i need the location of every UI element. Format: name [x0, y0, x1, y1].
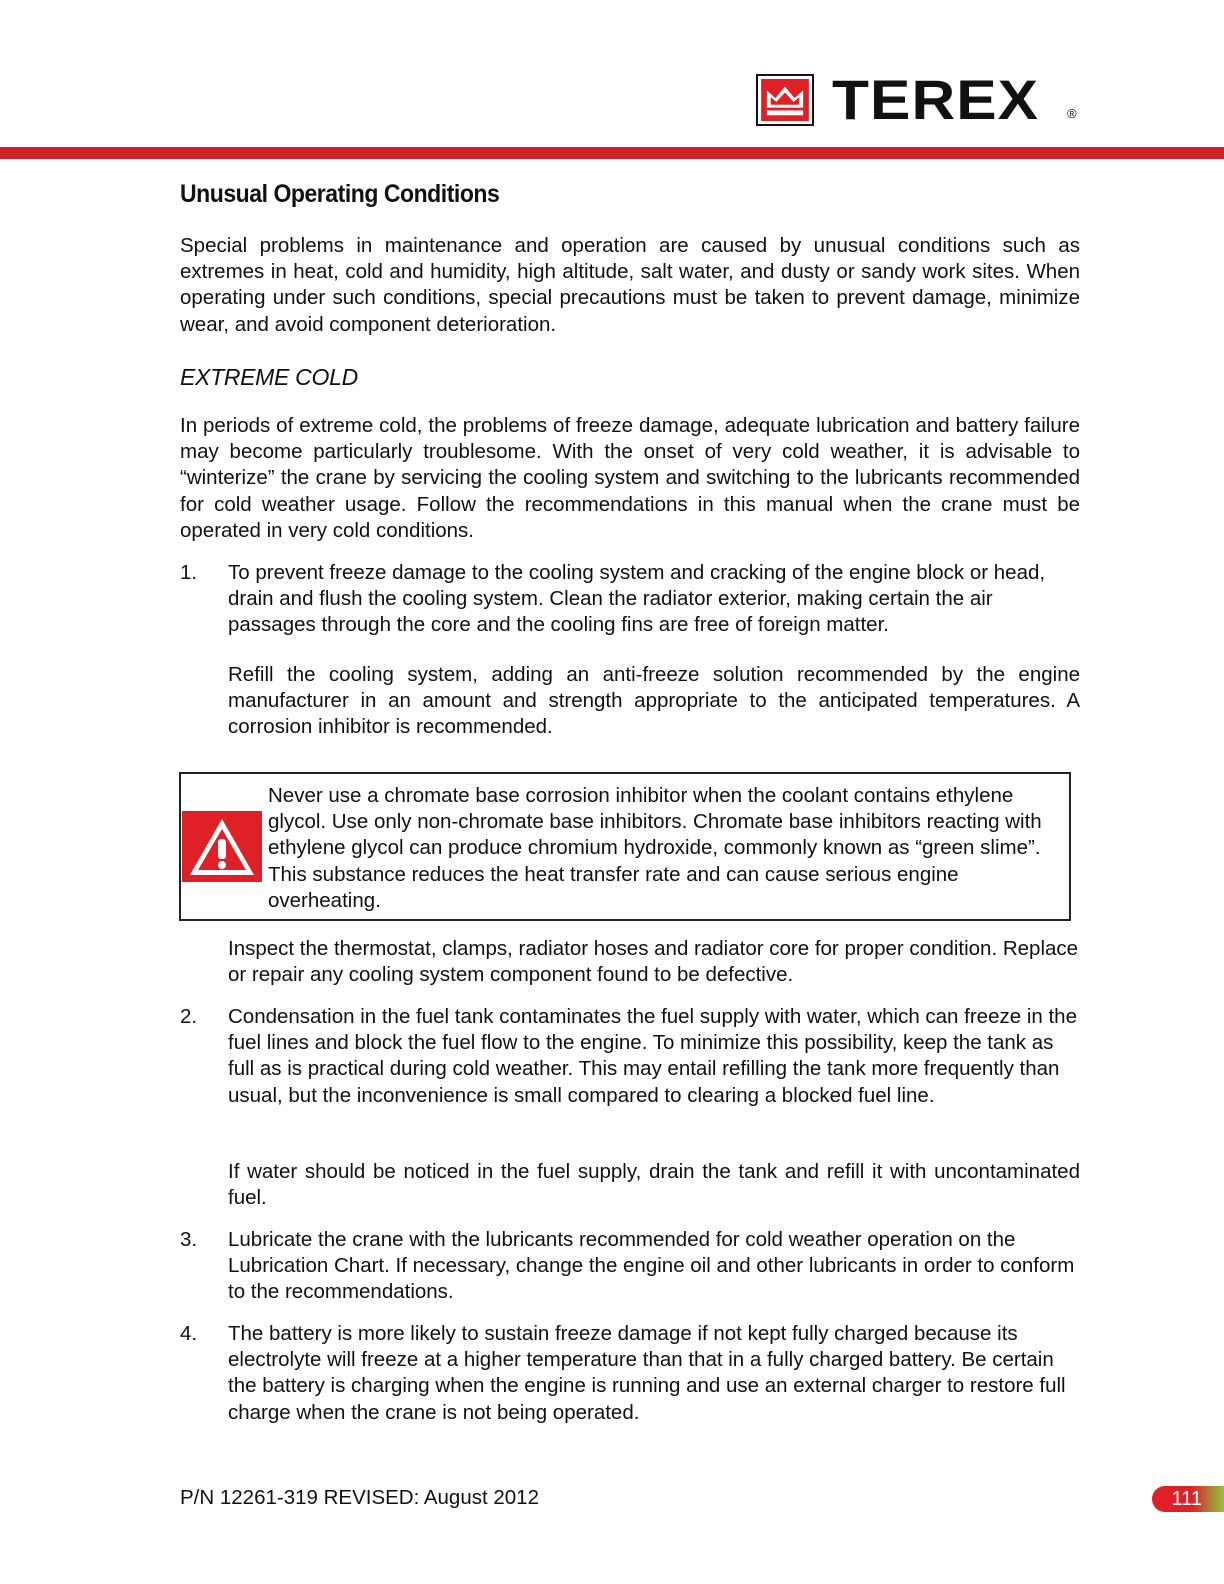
warning-text: Never use a chromate base corrosion inhibitor when the coolant contains ethylene glycol. Use only non-chromate base inhibitors. Chromate base inhibitors reacting with ethylene glycol can produce chromium hydroxide, commonly known as “green slime”. This substance reduces the heat transfer rate and can cause serious engine overheating. — [268, 784, 1042, 912]
list-item-text: Lubricate the crane with the lubricants recommended for cold weather operation on the Lubrication Chart. If necessary, change the engine oil and other lubricants in order to conform to the recommendations. — [228, 1228, 1075, 1304]
list-number: 3. — [180, 1228, 198, 1251]
terex-logo — [756, 68, 1077, 131]
warning-box — [179, 772, 1071, 921]
list-number: 1. — [180, 561, 198, 584]
registered-mark: ® — [1067, 106, 1077, 121]
list-item-paragraph: If water should be noticed in the fuel supply, drain the tank and refill it with uncontaminated fuel. — [228, 1160, 1080, 1210]
header-band — [0, 147, 1224, 159]
list-number: 4. — [180, 1322, 198, 1345]
footer-part-number: P/N 12261-319 REVISED: August 2012 — [180, 1486, 539, 1509]
section-intro-paragraph: In periods of extreme cold, the problems of freeze damage, adequate lubrication and battery failure may become particularly troublesome. With the onset of very cold weather, it is advisable to “winterize” the crane by servicing the cooling system and switching to the lubricants recommended for cold weather usage. Follow the recommendations in this manual when the crane must be operated in very cold conditions. — [180, 414, 1080, 542]
section-heading: EXTREME COLD — [180, 364, 358, 390]
list-item-text: To prevent freeze damage to the cooling system and cracking of the engine block or head, drain and flush the cooling system. Clean the radiator exterior, making certain the air passages through the core and the cooling fins are free of foreign matter. — [228, 561, 1046, 637]
page-title: Unusual Operating Conditions — [180, 180, 500, 208]
list-item-paragraph: Inspect the thermostat, clamps, radiator hoses and radiator core for proper condition. Replace or repair any cooling system component found to be defective. — [228, 937, 1079, 987]
warning-triangle-icon — [182, 811, 262, 882]
logo-wordmark: TEREX — [832, 68, 1040, 131]
list-item-text: The battery is more likely to sustain freeze damage if not kept fully charged because its electrolyte will freeze at a higher temperature than that in a fully charged battery. Be certain the battery is charging when the engine is running and use an external charger to restore full charge when the crane is not being operated. — [228, 1322, 1066, 1424]
list-item-text: Condensation in the fuel tank contaminates the fuel supply with water, which can freeze in the fuel lines and block the fuel flow to the engine. To minimize this possibility, keep the tank as full as is practical during cold weather. This may entail refilling the tank more frequently than usual, but the inconvenience is small compared to clearing a blocked fuel line. — [228, 1005, 1077, 1107]
intro-paragraph: Special problems in maintenance and operation are caused by unusual conditions such as extremes in heat, cold and humidity, high altitude, salt water, and dusty or sandy work sites. When operating under such conditions, special precautions must be taken to prevent damage, minimize wear, and avoid component deterioration. — [180, 234, 1080, 336]
list-number: 2. — [180, 1005, 198, 1028]
page-number: 111 — [1152, 1486, 1224, 1512]
terex-crown-icon — [756, 74, 814, 126]
list-item-paragraph: Refill the cooling system, adding an anti-freeze solution recommended by the engine manufacturer in an amount and strength appropriate to the anticipated temperatures. A corrosion inhibitor is recommended. — [228, 663, 1080, 739]
